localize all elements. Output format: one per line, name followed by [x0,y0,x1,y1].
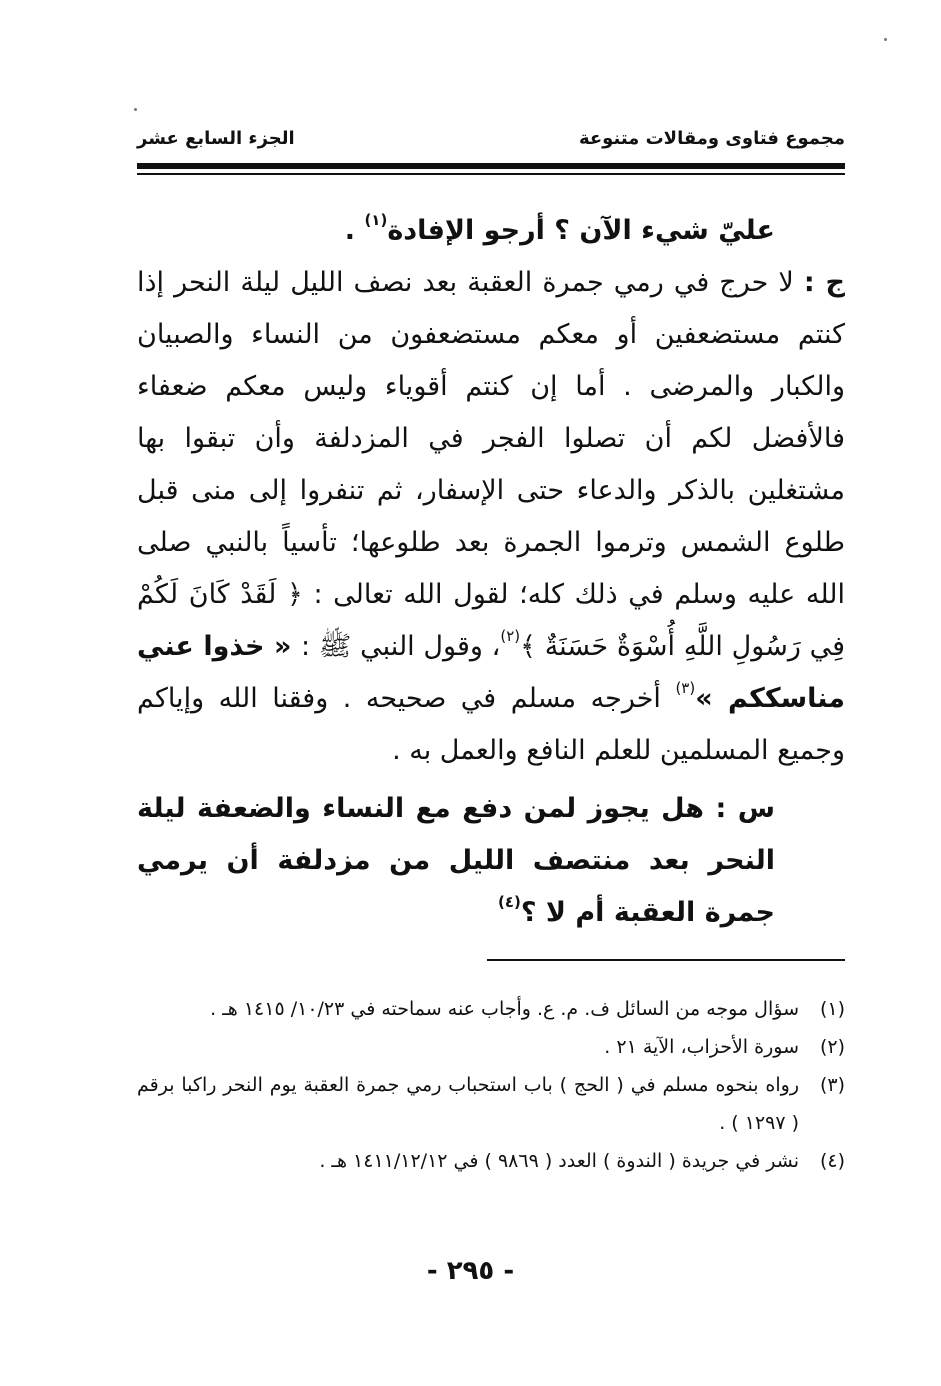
scan-speck [884,38,887,41]
answer-text-a: لا حرج في رمي جمرة العقبة بعد نصف الليل ليلة النحر إذا كنتم مستضعفين أو معكم مستضعفون من النساء والصبيان والكبار والمرضى . أما إن كنتم أقوياء وليس معكم ضعفاء فالأفضل لكم أن تصلوا الفجر في المزدلفة وأن تبقوا بها مشتغلين بالذكر والدعاء حتى الإسفار، ثم تنفروا إلى منى قبل طلوع الشمس وترموا الجمرة بعد طلوعها؛ تأسياً بالنبي صلى الله عليه وسلم في ذلك كله؛ لقول الله تعالى : [137,267,845,610]
question-continuation-end: . [344,215,365,246]
next-question-prefix: س : [715,793,775,824]
footnote-ref-2: (٢) [500,627,521,645]
question-continuation-text: عليّ شيء الآن ؟ أرجو الإفادة [387,215,775,246]
footnote-item [137,1066,845,1142]
footnote-text: سؤال موجه من السائل ف. م. ع. وأجاب عنه سماحته في ١٠/٢٣/ ١٤١٥ هـ . [210,998,799,1020]
footnotes [137,990,845,1180]
footnote-number: (١) [819,998,845,1020]
volume-label: الجزء السابع عشر [137,128,295,149]
next-question [137,783,845,939]
answer-prefix: ج : [803,267,845,298]
footnote-item [137,1028,845,1066]
page-number: - ٢٩٥ - [426,1256,515,1286]
footnote-number: (٣) [819,1074,845,1096]
running-header [137,128,845,158]
answer-paragraph [137,257,845,777]
header-rule-thick [137,163,845,169]
footnote-item [137,1142,845,1180]
header-rule-thin [137,173,845,175]
question-continuation [137,205,845,257]
main-text [137,205,845,939]
footnote-text: رواه بنحوه مسلم في ( الحج ) باب استحباب رمي جمرة العقبة يوم النحر راكبا برقم ( ١٢٩٧ ) . [137,1074,799,1134]
footnote-number: (٢) [819,1036,845,1058]
answer-text-c: أخرجه مسلم في صحيحه . وفقنا الله وإياكم وجميع المسلمين للعلم النافع والعمل به . [137,683,845,766]
quran-verse: ﴿ لَقَدْ كَانَ لَكُمْ فِي رَسُولِ اللَّهِ أُسْوَةٌ حَسَنَةٌ ﴾ [137,579,846,662]
next-question-text: هل يجوز لمن دفع مع النساء والضعفة ليلة النحر بعد منتصف الليل من مزدلفة أن يرمي جمرة العقبة أم لا ؟ [137,793,775,928]
book-title: مجموع فتاوى ومقالات متنوعة [578,128,845,149]
footnote-text: سورة الأحزاب، الآية ٢١ . [604,1036,799,1058]
hadith-quote: « خذوا عني مناسككم » [137,631,845,714]
answer-text-b: ، وقول النبي ﷺ : [300,631,501,662]
footnote-separator [487,959,845,961]
footnote-ref-1: (١) [364,211,388,229]
footnote-number: (٤) [819,1150,845,1172]
footnote-item [137,990,845,1028]
footnote-ref-3: (٣) [675,679,696,697]
footnote-text: نشر في جريدة ( الندوة ) العدد ( ٩٨٦٩ ) في ١٤١١/١٢/١٢ هـ . [319,1150,799,1172]
footnote-ref-4: (٤) [497,893,521,911]
scan-speck [134,108,137,111]
